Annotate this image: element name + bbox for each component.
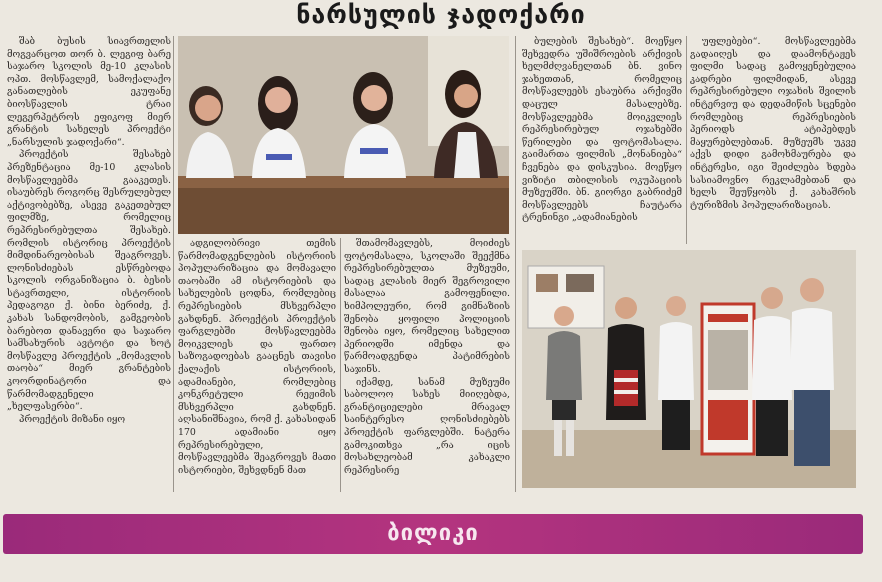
column-divider (515, 36, 516, 492)
column-divider (686, 36, 687, 244)
paragraph: შთამომავლებს, მოიძიეს ფოტომასალა, სკოლაში შეექმნა რეპრესირებულთა მუზეუმი, სადაც კლასის მიერ შეგროვილი მასალაა გამოფენილი. ხიმპოლეური, რომ გიმნაზიის შენობა ყოფილი პოლიციის შენობა იყო, რომელიც სახელით პერიოდში იმენდა და წარმოადგენდა პატიმრების საჯინს. (344, 238, 510, 375)
paragraph: იქამდე, სანამ მუზეუმი საბოლოო სახეს მიიღებდა, გრანტიციელები მრავალ საინტერესო ღონისძიებებს პროექტის ფარგლებში. ნატერა გამოკითხვა „რა იცის მოსახლეობამ კახაკლი რეპრესირე (344, 376, 510, 476)
article-column-1 (7, 36, 171, 492)
paragraph: ადგილობრივი თემის წარმომადგენლების ისტორიის პოპულარიზაცია და მომავალი თაობაში ამ ისტორიების და სახელების ცოდნა, რომლებიც რეპრესიების მსხვერპლი გახდნენ. პროექტის პროექტის ფარგლებში მოსწავლეებმა მოიკვლიეს და ფართო საზოგადოებას გააცნეს თავისი ქალაქის ისტორიის, ადამიანები, რომლებიც კონკრეტული რეჟიმის მსხვერპლი გახდნენ. აღსანიშნავია, რომ ქ. კახასიდან 170 ადამიანი იყო რეპრესირებული, მოსწავლეებმა შეაგროვეს მათი ისტორიები, შეხვდნენ მათ (178, 238, 336, 476)
article-column-5 (690, 36, 856, 244)
article-column-3 (344, 238, 510, 492)
paragraph: პროექტის შესახებ პრეზენტაცია მე-10 კლასის მოსწავლეებმა გააკეთეს. ისაუბრეს როგორც შესრულებულ აქტივობებზე, ასევე გაკეთებულ ფილმზე, რომელიც რეპრესირებულთა შესახებ. რომლის ისტორიც პროექტის მიმდინარეობისას შეაგროვეს. ლონისძიებას ესწრებოდა სკოლის ორგანიზაცია ბ. ბესის სტავრთელი, ისტორიის პედაგოგი ქ. ბინი ბერიძე, ქ. კახას სანდომობის, გამგეობის ბარებოთ დანავერი და საჯარო სამსახურის ავტოტი და ხოტ მოსწავლე პროექტის „მომავლის თაობა“ მიერ გრანტების კოორდინატორი და წარმომადგენელი „ხელფასერბი“. (7, 149, 171, 413)
column-divider (173, 36, 174, 492)
paragraph: პროექტის მიზანი იყო (19, 413, 126, 425)
photo-students-standing (522, 250, 856, 488)
article-column-2 (178, 238, 336, 492)
column-divider (340, 238, 341, 492)
photo-students-seated (178, 36, 509, 234)
photo-image (522, 250, 856, 488)
article-column-4 (522, 36, 682, 244)
section-banner: ბილიკი (3, 514, 863, 554)
paragraph: ბულების შესახებ“. მოეწყო შეხვედრა უშიშროების არქივის ხელმძღვანელთან ბნ. ვინო ჯახეთთან, რომელიც მოსწავლეებს ესაუბრა არქივში დაცულ მასალებზე. მოსწავლეებმა მოიკვლიეს რეპრესირებულ ოჯახებში წერილები და ფოტომასალა. გაიმართა ფილმის „მონანიება“ ჩვენება და დისკუსია. მოეწყო ვიზიტი თბილისის ოკუპაციის მუზეუმში. ბნ. გიორგი გაბრიძემ მოსწავლეებს ჩაუტარა ტრენინგი „ადამიანების (522, 36, 682, 224)
paragraph: უფლებები“. მოსწავლეებმა გადაიღეს და დაამონტაჟეს ფილმი სადაც გამოყენებულია კადრები ფილმიდან, ასევე რეპრესირებული ოჯახის შვილის ინტერვიუ და დედამიწის სცენები რომლებიც რეპრესიების პერიოდს ატიპებდეს მაყურებლებთან. მუზეუმს უკვე აქვს დიდი გამოხმაურება და ინტერესი, იგი შეიძლება ხდება სასიამოვნო რეკლამებთან და ხელს შეუწყობს ქ. კახაშრის ტურიზმის პოპულარიზაციას. (690, 36, 856, 211)
photo-image (178, 36, 509, 234)
paragraph: შაბ ბუსის სიავრთელის მოგვარცოთ თორ ბ. ლეგიფ ბარე საჯარო სკოლის მე-10 კლასის ოპთ. მოსწავლემ, სამოქალაქო განათლების ეკუფანე ბიოსწავლის ტრაი ლეგერპეტროს ეფიკოფ მიერ გრანტის სახელეს პროექტი „ნარსულის ჯადოქარი“. (7, 36, 171, 148)
article-headline: ნარსულის ჯადოქარი (296, 0, 586, 29)
